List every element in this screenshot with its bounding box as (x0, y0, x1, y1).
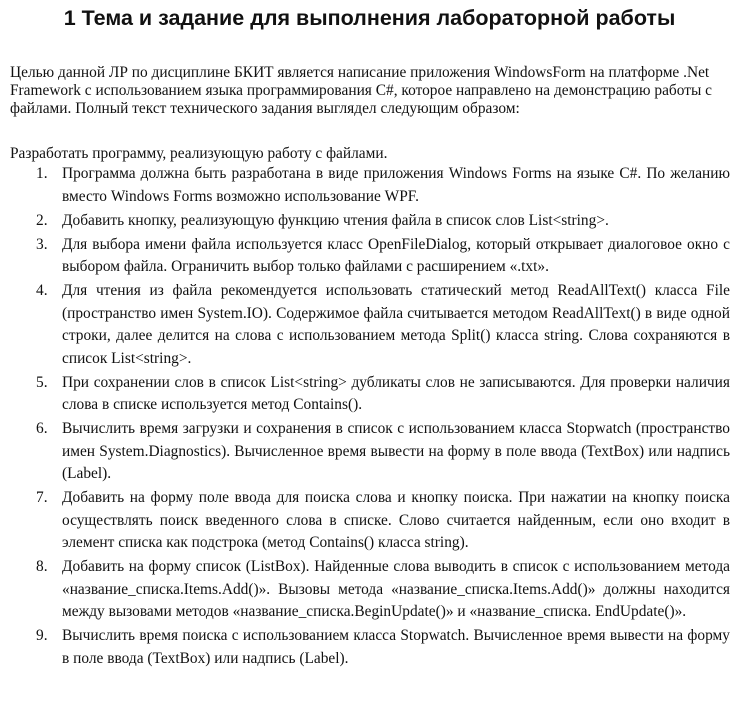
task-item-9 (0, 625, 730, 670)
task-text: Добавить кнопку, реализующую функцию чтения файла в список слов List<string>. (62, 211, 609, 229)
task-lead: Разработать программу, реализующую работу с файлами. (10, 145, 388, 162)
task-number: 8. (36, 558, 48, 575)
task-text: Вычислить время поиска с использованием класса Stopwatch. Вычисленное время вывести на форму в поле ввода (TextBox) или надпись (Label). (62, 627, 730, 667)
task-number: 6. (36, 420, 48, 437)
task-item-1 (0, 163, 730, 208)
task-text: Добавить на форму список (ListBox). Найденные слова выводить в список с использованием метода «название_списка.Items.Add()». Вызовы метода «название_списка.Items.Add()» должны находится между вызовами методов «название_списка.BeginUpdate()» и «название_списка. EndUpdate()». (62, 558, 730, 620)
task-text: Для чтения из файла рекомендуется использовать статический метод ReadAllText() класса File (пространство имен System.IO). Содержимое файла считывается методом ReadAllText() в виде одной строки, далее делится на слова с использованием метода Split() класса string. Слова сохраняются в список List<string>. (62, 282, 730, 367)
task-item-3 (0, 234, 730, 279)
intro-paragraph: Целью данной ЛР по дисциплине БКИТ является написание приложения WindowsForm на платформе .Net Framework с использованием языка программирования C#, которое направлено на демонстрацию работы с файлами. Полный текст технического задания выглядел следующим образом: (10, 64, 712, 118)
task-number: 3. (36, 235, 48, 253)
task-text: Программа должна быть разработана в виде приложения Windows Forms на языке C#. По желанию вместо Windows Forms возможно использование WPF. (62, 165, 730, 205)
task-item-7 (0, 487, 730, 555)
task-number: 4. (36, 282, 48, 299)
task-number: 9. (36, 627, 48, 644)
task-item-2 (0, 210, 730, 233)
task-text: Добавить на форму поле ввода для поиска слова и кнопку поиска. При нажатии на кнопку поиска осуществлять поиск введенного слова в списке. Слово считается найденным, если оно входит в элемент списка как подстрока (метод Contains() класса string). (62, 489, 730, 551)
task-number: 1. (36, 165, 48, 182)
task-text: Для выбора имени файла используется класс OpenFileDialog, который открывает диалоговое окно с выбором файла. Ограничить выбор только файлами с расширением «.txt». (62, 235, 730, 275)
task-number: 5. (36, 373, 48, 391)
task-number: 7. (36, 489, 48, 506)
task-number: 2. (36, 211, 48, 229)
section-title: 1 Тема и задание для выполнения лабораторной работы (63, 6, 676, 30)
task-text: При сохранении слов в список List<string> дубликаты слов не записываются. Для проверки наличия слова в списке используется метод Contains(). (62, 373, 730, 413)
task-text: Вычислить время загрузки и сохранения в список с использованием класса Stopwatch (пространство имен System.Diagnostics). Вычисленное время вывести на форму в поле ввода (TextBox) или надпись (Label). (62, 420, 730, 482)
task-item-4 (0, 280, 730, 370)
task-list (0, 163, 739, 672)
task-item-6 (0, 418, 730, 486)
task-item-5 (0, 372, 730, 417)
task-item-8 (0, 556, 730, 624)
